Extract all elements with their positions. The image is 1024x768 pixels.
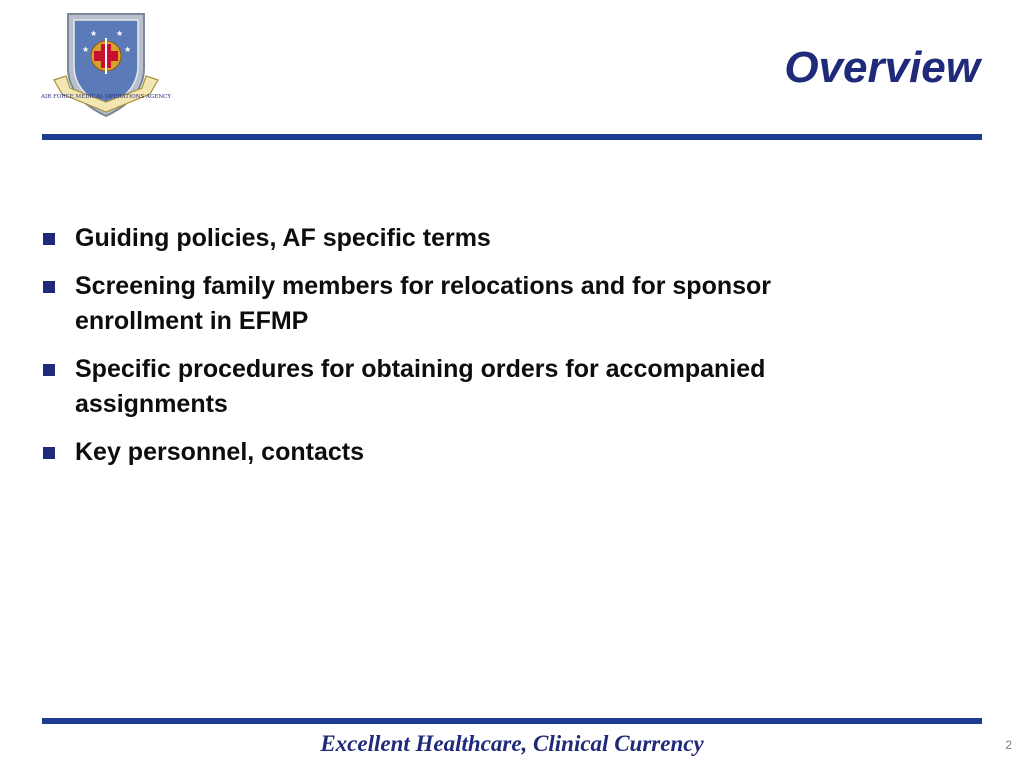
square-bullet-icon [43, 447, 55, 459]
square-bullet-icon [43, 233, 55, 245]
bullet-item-key-personnel [42, 435, 902, 470]
svg-text:★: ★ [82, 45, 90, 54]
slide-title: Overview [784, 43, 980, 92]
bullet-item-guiding-policies [42, 221, 902, 256]
bullet-item-procedures [42, 352, 902, 422]
af-medical-operations-agency-seal-icon [40, 10, 172, 122]
svg-text:★: ★ [90, 29, 98, 38]
bullet-text: Guiding policies, AF specific terms [75, 224, 491, 252]
bullet-text: Screening family members for relocations and for sponsor enrollment in EFMP [75, 272, 772, 335]
bullet-list [42, 221, 902, 483]
svg-text:★: ★ [116, 29, 124, 38]
bullet-item-screening [42, 269, 902, 339]
svg-text:AIR FORCE MEDICAL OPERATIONS A: AIR FORCE MEDICAL OPERATIONS AGENCY [40, 94, 172, 100]
square-bullet-icon [43, 364, 55, 376]
square-bullet-icon [43, 281, 55, 293]
title-divider [42, 134, 982, 140]
footer-divider [42, 718, 982, 724]
page-number: 2 [1005, 738, 1012, 752]
footer-tagline: Excellent Healthcare, Clinical Currency [320, 731, 704, 756]
svg-text:★: ★ [124, 45, 132, 54]
bullet-text: Specific procedures for obtaining orders for accompanied assignments [75, 355, 766, 418]
bullet-text: Key personnel, contacts [75, 438, 364, 466]
